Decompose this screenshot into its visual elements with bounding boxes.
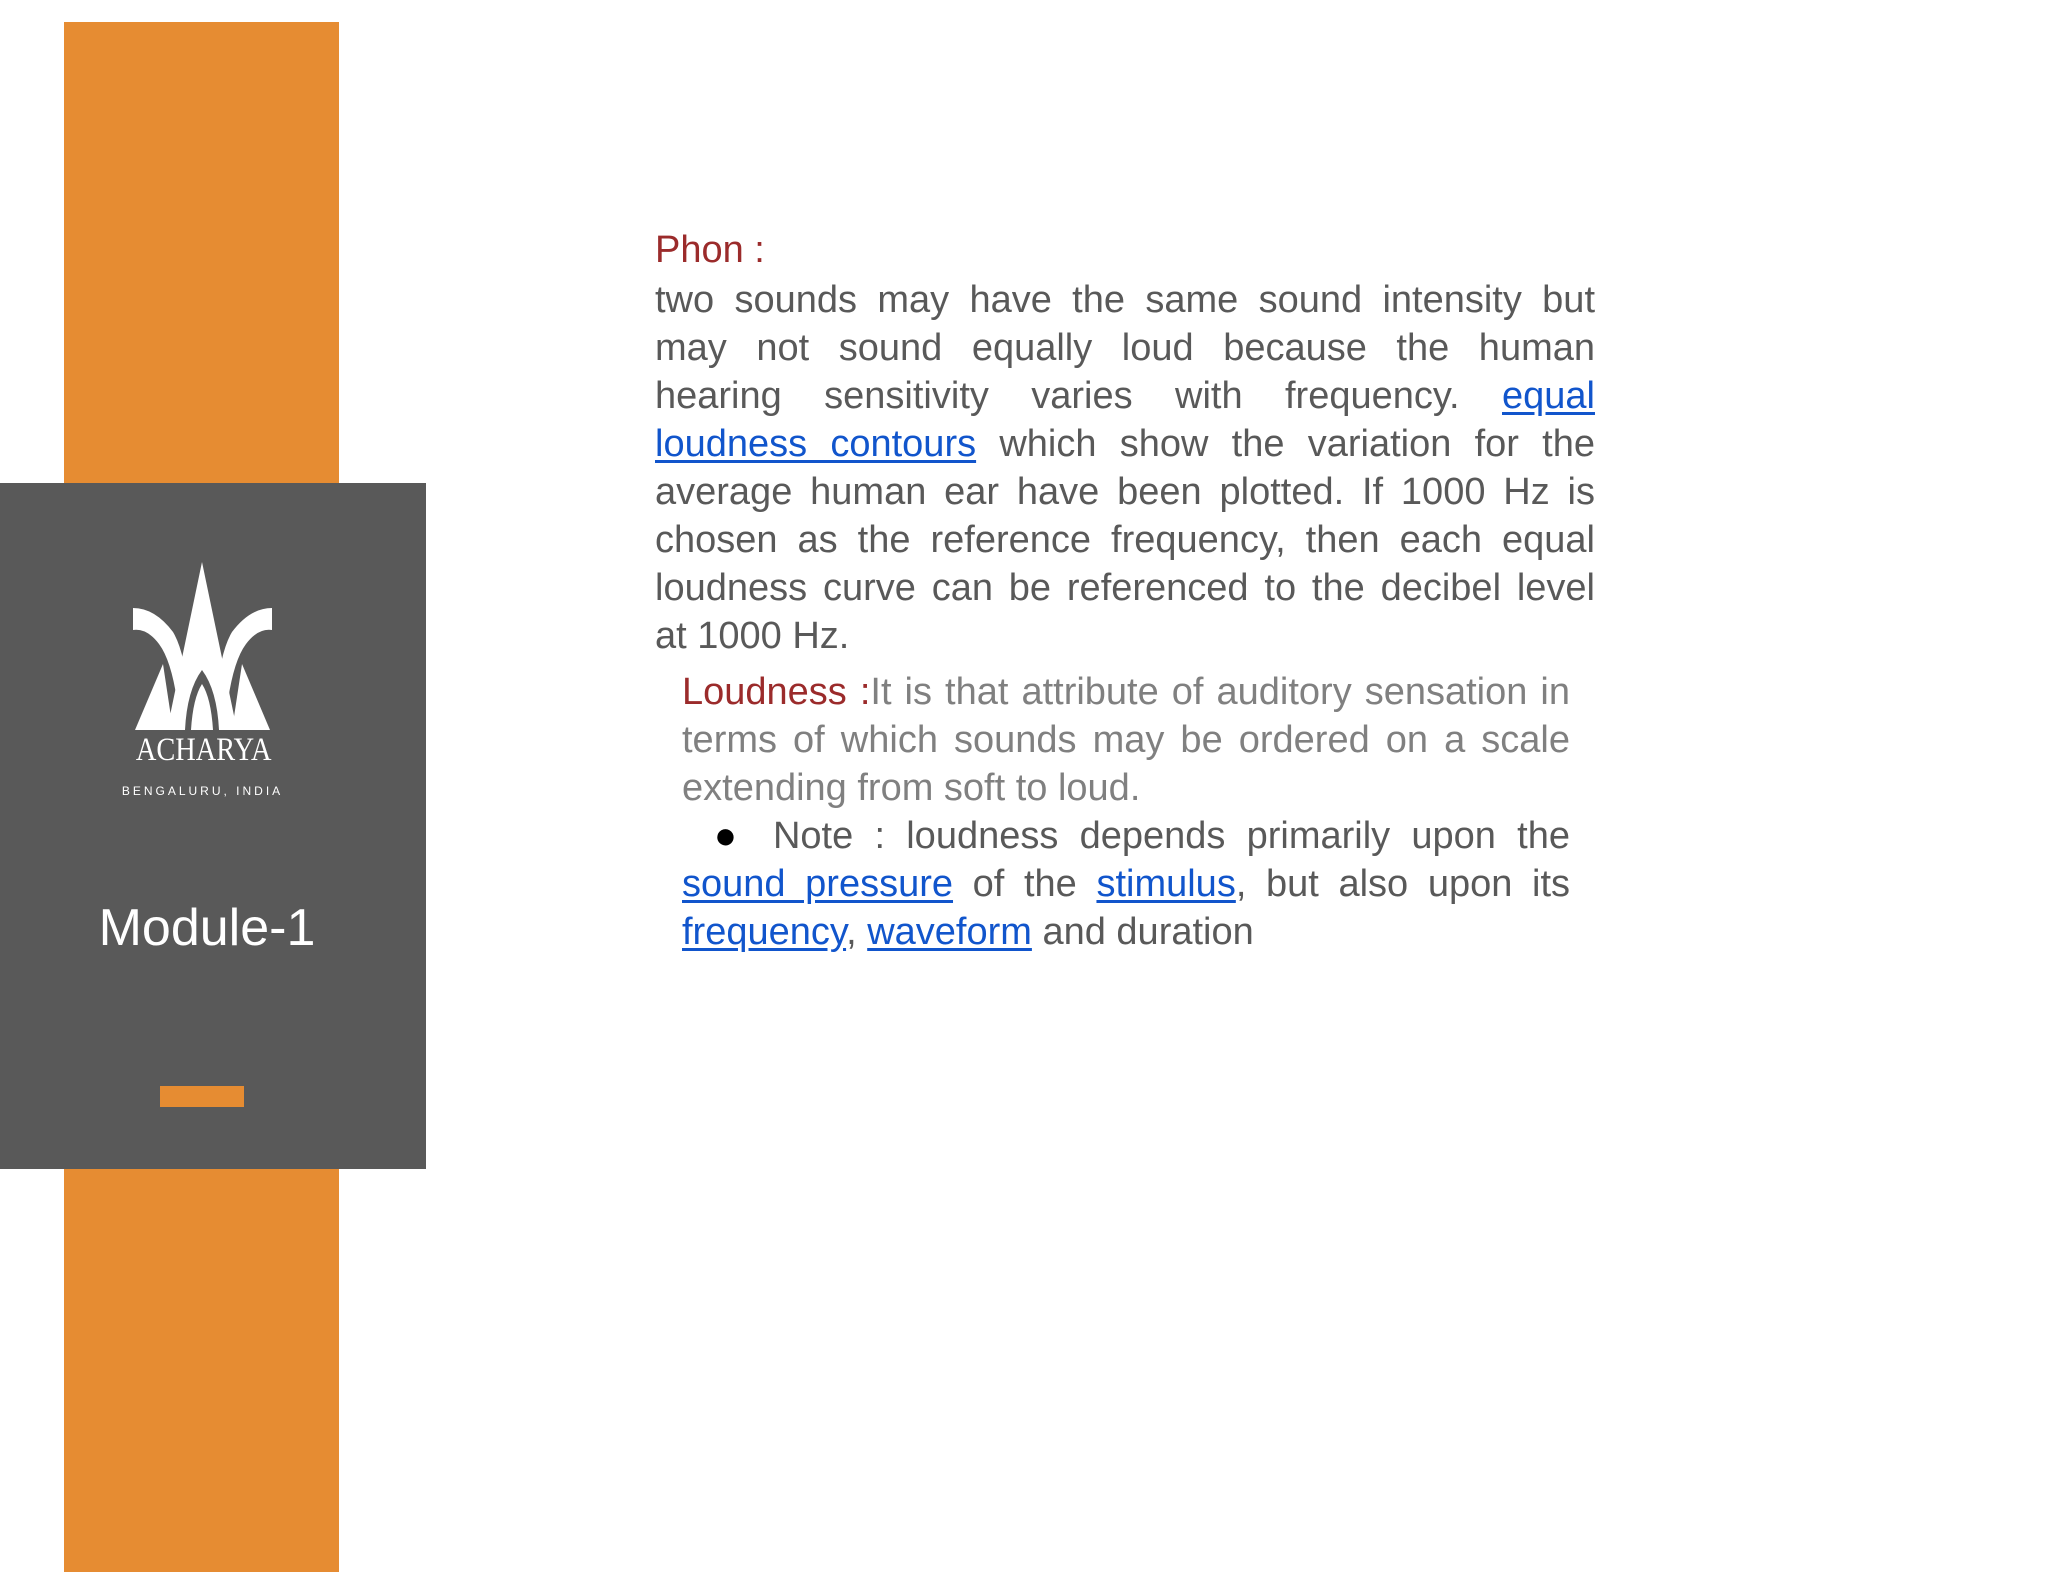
module-title: Module-1	[98, 899, 316, 957]
module-panel	[0, 483, 426, 1169]
note-text-2: of the	[953, 863, 1097, 905]
accent-bar	[160, 1086, 244, 1107]
note-text-5: and duration	[1031, 911, 1254, 953]
bullet-icon: ●	[714, 815, 737, 857]
sound-pressure-link[interactable]: sound pressure	[682, 863, 954, 905]
slide-content	[655, 224, 1595, 956]
loudness-section	[682, 668, 1570, 956]
logo-name: ACHARYA	[135, 732, 272, 768]
phon-text-2: which show the variation for the average human ear have been plotted. If 1000 Hz is chosen as the reference frequency, then each equal loudness curve can be referenced to the decibel level at 1000 Hz.	[655, 423, 1595, 657]
loudness-definition: It is that attribute of auditory sensation in terms of which sounds may be ordered on a scale extending from soft to loud.	[682, 671, 1571, 809]
note-text-1: Note : loudness depends primarily upon the	[772, 815, 1570, 857]
stimulus-link[interactable]: stimulus	[1096, 863, 1236, 905]
phon-heading: Phon :	[655, 229, 765, 271]
loudness-note	[682, 812, 1570, 956]
phon-text-1: two sounds may have the same sound intensity but may not sound equally loud because the human hearing sensitivity varies with frequency.	[655, 279, 1595, 417]
frequency-link[interactable]: frequency	[682, 911, 847, 953]
acharya-logo	[121, 560, 284, 800]
acharya-emblem-icon	[125, 560, 280, 730]
waveform-link[interactable]: waveform	[867, 911, 1032, 953]
note-text-3: , but also upon its	[1235, 863, 1570, 905]
logo-location: BENGALURU, INDIA	[121, 784, 284, 798]
loudness-paragraph	[682, 668, 1570, 812]
loudness-heading: Loudness :	[682, 671, 871, 713]
phon-paragraph	[655, 276, 1595, 660]
note-text-4: ,	[846, 911, 868, 953]
equal-loudness-contours-link[interactable]: equal loudness contours	[655, 375, 1595, 465]
